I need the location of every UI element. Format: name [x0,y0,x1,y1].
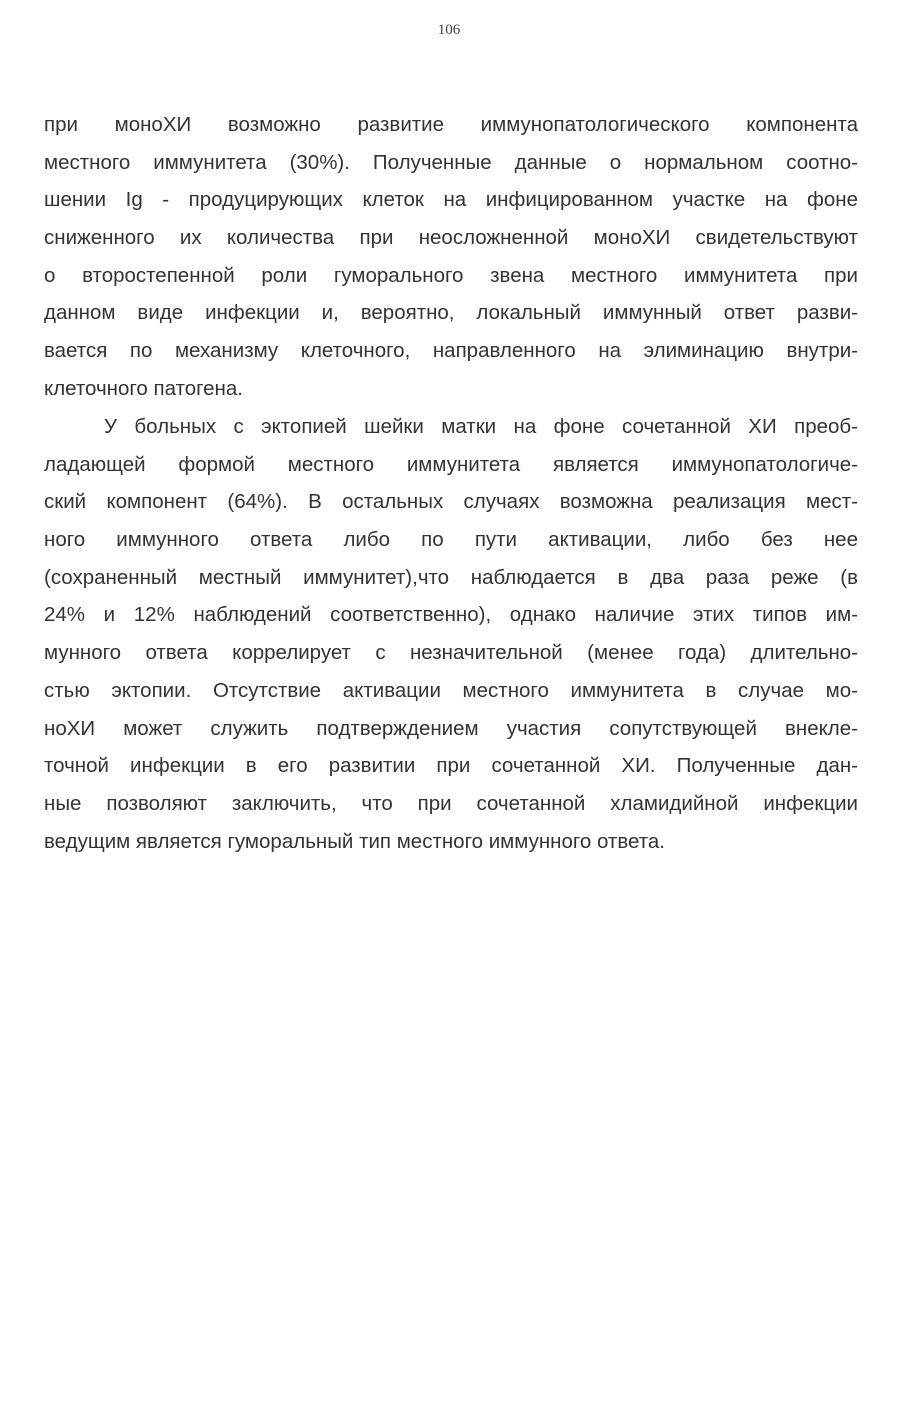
text-line: ного иммунного ответа либо по пути активации, либо без нее [44,528,858,552]
text-line: шении Ig - продуцирующих клеток на инфицированном участке на фоне [44,188,858,212]
paragraph-1 [44,106,858,408]
text-line: мунного ответа коррелирует с незначительной (менее года) длительно- [44,641,858,665]
text-line: ладающей формой местного иммунитета является иммунопатологиче- [44,452,858,476]
text-line: стью эктопии. Отсутствие активации местного иммунитета в случае мо- [44,678,858,702]
text-line: клеточного патогена. [44,376,243,400]
text-line: сниженного их количества при неосложненной моноХИ свидетельствуют [44,226,858,250]
paragraph-2 [44,408,858,860]
text-line: данном виде инфекции и, вероятно, локальный иммунный ответ разви- [44,301,858,325]
text-line: 24% и 12% наблюдений соответственно), однако наличие этих типов им- [44,603,858,627]
text-line: при моноХИ возможно развитие иммунопатологического компонента [44,113,858,136]
text-line: о второстепенной роли гуморального звена местного иммунитета при [44,263,858,287]
text-line: ский компонент (64%). В остальных случаях возможна реализация мест- [44,490,858,514]
page-number: 106 [437,22,461,38]
text-line: точной инфекции в его развитии при сочетанной ХИ. Полученные дан- [44,754,858,778]
text-line: вается по механизму клеточного, направленного на элиминацию внутри- [44,339,858,363]
text-line: ведущим является гуморальный тип местного иммунного ответа. [44,829,665,853]
text-line: местного иммунитета (30%). Полученные данные о нормальном соотно- [44,150,858,174]
text-line: У больных с эктопией шейки матки на фоне сочетанной ХИ преоб- [104,415,858,438]
text-line: (сохраненный местный иммунитет),что наблюдается в два раза реже (в [44,565,858,589]
text-line: ные позволяют заключить, что при сочетанной хламидийной инфекции [44,791,858,815]
text-line: ноХИ может служить подтверждением участия сопутствующей внекле- [44,716,858,740]
